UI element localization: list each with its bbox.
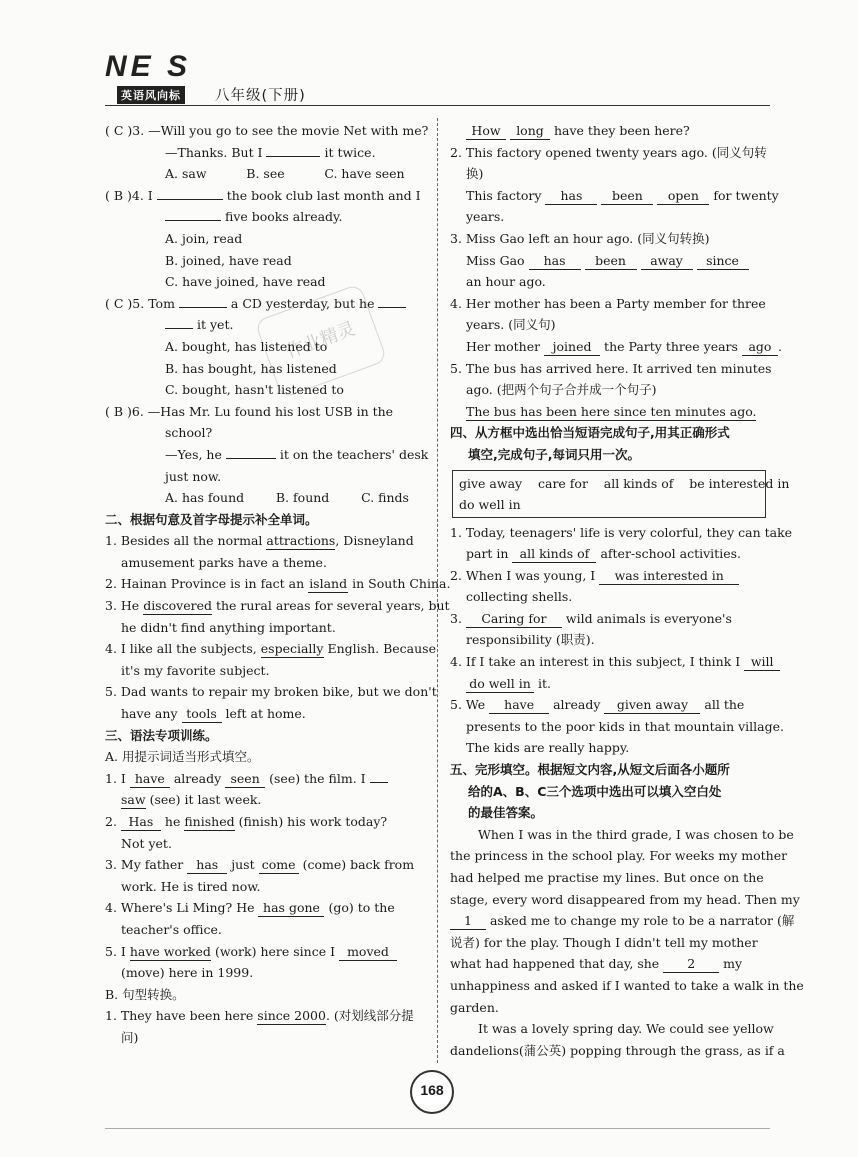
text-line: B. joined, have read [165, 252, 292, 268]
text-line: responsibility (职责). [466, 632, 595, 648]
header-rule [105, 105, 770, 106]
answer-blank [370, 782, 388, 783]
answer-blank: do well in [466, 676, 534, 693]
text-line: B. 句型转换。 [105, 986, 185, 1002]
left-column [105, 120, 451, 1049]
text-line: Miss Gao has been away since [450, 250, 770, 272]
text-line: 2. When I was young, I was interested in [450, 565, 770, 587]
q6-line: ( B )6. —Has Mr. Lu found his lost USB in the [105, 403, 394, 419]
text-line: work. He is tired now. [121, 878, 261, 894]
answer-blank: saw [121, 792, 146, 808]
text-line: It was a lovely spring day. We could see yellow [478, 1021, 774, 1037]
text-line: just now. [165, 468, 222, 484]
text-line: C. bought, hasn't listened to [165, 382, 344, 398]
text-line: 1 asked me to change my role to be a narrator (解 [450, 910, 770, 932]
footer-rule [105, 1128, 770, 1129]
text-line: unhappiness and asked if I wanted to take a walk in the [450, 977, 804, 993]
text-line: 1. Besides all the normal attractions, Disneyland [105, 533, 414, 549]
text-line: 5. Dad wants to repair my broken bike, but we don't [105, 684, 437, 700]
answer-blank [157, 199, 223, 200]
answer-blank: Caring for [466, 611, 562, 628]
answer-blank: ago [742, 339, 778, 356]
answer-blank: seen [225, 771, 265, 788]
answer-blank [266, 156, 320, 157]
text-line: 4. If I take an interest in this subject, I think I will [450, 651, 770, 673]
answer-blank: island [309, 576, 348, 592]
answer-blank: The bus has been here since ten minutes ago. [466, 403, 757, 419]
text-line: stage, every word disappeared from my head. Then my [450, 891, 800, 907]
text-line: he didn't find anything important. [121, 619, 336, 635]
text-line: 1. Today, teenagers' life is very colorful, they can take [450, 524, 793, 540]
text-line: ago. (把两个句子合并成一个句子) [466, 382, 657, 398]
page-header [105, 48, 770, 110]
text-line: A. join, read [165, 230, 243, 246]
answer-blank [226, 458, 276, 459]
text-line: teacher's office. [121, 921, 222, 937]
answer-blank [165, 328, 193, 329]
answer-blank: tools [182, 706, 222, 723]
answer-blank: 2 [663, 956, 719, 973]
section-5-title: 五、完形填空。根据短文内容,从短文后面各小题所 [450, 762, 730, 778]
text-line: 1. I have already seen (see) the film. I [105, 768, 425, 790]
text-line: 4. Where's Li Ming? He has gone (go) to the [105, 900, 395, 916]
answer-blank: attractions [266, 533, 336, 549]
text-line: When I was in the third grade, I was chosen to be [478, 826, 794, 842]
answer-blank: all kinds of [512, 546, 596, 563]
answer-blank: will [744, 654, 780, 671]
answer-blank: has [529, 253, 581, 270]
text-line: what had happened that day, she 2 my [450, 956, 743, 972]
answer-blank: have [489, 697, 549, 714]
answer-blank: away [641, 253, 693, 270]
answer-blank: long [510, 123, 550, 140]
text-line: five books already. [105, 206, 425, 228]
text-line: part in all kinds of after-school activities. [466, 546, 741, 562]
answer-blank: discovered [143, 598, 212, 614]
answer-blank: has [545, 188, 597, 205]
answer-blank [165, 220, 221, 221]
text-line: 3. Caring for wild animals is everyone's [450, 610, 732, 626]
text-line: 5. I have worked (work) here since I moved [105, 941, 425, 963]
answer-blank: has gone [258, 900, 324, 917]
answer-blank: joined [544, 339, 600, 356]
q5-line: ( C )5. Tom a CD yesterday, but he [105, 293, 425, 315]
text-line: garden. [450, 999, 499, 1015]
text-line: The kids are really happy. [466, 740, 630, 756]
text-line: A. has found B. found C. finds [165, 490, 409, 506]
answer-blank: especially [260, 641, 324, 657]
text-line: saw (see) it last week. [121, 792, 262, 808]
q4-line: ( B )4. I the book club last month and I [105, 187, 421, 203]
grade-label: 八年级(下册) [215, 88, 306, 104]
text-line: This factory has been open for twenty [466, 187, 779, 203]
answer-blank: have [130, 771, 170, 788]
text-line: 4. I like all the subjects, especially English. Because [105, 641, 436, 657]
text-line: 3. He discovered the rural areas for several years, but [105, 598, 450, 614]
word-box: give away care for all kinds of be interested in do well in [452, 470, 766, 518]
text-line: dandelions(蒲公英) popping through the grass, as if a [450, 1042, 785, 1058]
section-2-title: 二、根据句意及首字母提示补全单词。 [105, 511, 318, 527]
answer-blank: since [697, 253, 749, 270]
text-line: have any tools left at home. [121, 706, 306, 722]
text-line: 2. Hainan Province is in fact an island in South China. [105, 576, 451, 592]
text-line: How long have they been here? [450, 120, 770, 142]
text-line: 换) [466, 166, 484, 182]
answer-blank: have worked [129, 943, 211, 959]
text-line: years. [466, 209, 505, 225]
text-line: school? [165, 425, 213, 441]
text-line: do well in it. [450, 673, 770, 695]
text-line: 说者) for the play. Though I didn't tell my mother [450, 934, 758, 950]
text-line: 3. My father has just come (come) back from [105, 857, 415, 873]
text-line: amusement parks have a theme. [121, 554, 327, 570]
text-line: B. has bought, has listened [165, 360, 337, 376]
answer-blank: been [601, 188, 653, 205]
text-line: Her mother joined the Party three years ago . [466, 338, 782, 354]
answer-blank: open [657, 188, 709, 205]
logo-letters: NE S [105, 50, 192, 83]
answer-blank: given away [604, 697, 700, 714]
page-number-badge: 168 [410, 1070, 454, 1114]
answer-blank: since 2000 [257, 1008, 326, 1024]
text-line: C. have joined, have read [165, 274, 326, 290]
text-line: A. 用提示词适当形式填空。 [105, 749, 260, 765]
answer-blank [378, 307, 406, 308]
answer-blank: finished [184, 814, 235, 829]
answer-blank: moved [339, 944, 397, 961]
text-line [450, 401, 770, 423]
text-line: 4. Her mother has been a Party member for three [450, 295, 766, 311]
text-line: 2. This factory opened twenty years ago. (同义句转 [450, 144, 767, 160]
answer-blank: been [585, 253, 637, 270]
logo-text: 英语风向标 [117, 86, 185, 104]
text-line: 的最佳答案。 [468, 805, 544, 821]
text-line: years. (同义句) [466, 317, 556, 333]
text-line: 问) [121, 1029, 139, 1045]
text-line: —Yes, he it on the teachers' desk [165, 446, 429, 462]
section-4-title: 四、从方框中选出恰当短语完成句子,用其正确形式 [450, 425, 730, 441]
text-line: —Thanks. But I it twice. [165, 144, 376, 160]
text-line: A. saw B. see C. have seen [165, 166, 405, 182]
text-line: it's my favorite subject. [121, 662, 270, 678]
q3-line: ( C )3. —Will you go to see the movie Net with me? [105, 123, 429, 138]
right-column [450, 120, 804, 1061]
text-line: Not yet. [121, 835, 172, 851]
text-line: presents to the poor kids in that mountain village. [466, 718, 784, 734]
text-line: 2. Has he finished (finish) his work today? [105, 814, 388, 829]
text-line: it yet. [105, 314, 425, 336]
answer-blank: Has [121, 814, 161, 831]
text-line: collecting shells. [466, 589, 573, 605]
answer-blank: 1 [450, 913, 486, 930]
text-line: 1. They have been here since 2000. (对划线部分提 [105, 1008, 414, 1024]
watermark-stamp: 作业精灵 [254, 283, 387, 398]
text-line: 5. The bus has arrived here. It arrived ten minutes [450, 360, 772, 376]
answer-blank [179, 307, 227, 308]
answer-blank: has [187, 857, 227, 874]
text-line: the princess in the school play. For weeks my mother [450, 848, 788, 864]
text-line: A. bought, has listened to [165, 338, 328, 354]
text-line: 给的A、B、C三个选项中选出可以填入空白处 [468, 783, 722, 799]
text-line: (move) here in 1999. [121, 965, 254, 981]
text-line: 3. Miss Gao left an hour ago. (同义句转换) [450, 230, 710, 246]
answer-blank: How [466, 123, 506, 140]
text-line: an hour ago. [466, 274, 546, 290]
answer-blank: was interested in [599, 568, 739, 585]
answer-blank: come [259, 857, 299, 874]
text-line: 5. We have already given away all the [450, 697, 745, 713]
section-3-title: 三、语法专项训练。 [105, 727, 218, 743]
text-line: had helped me practise my lines. But once on the [450, 870, 764, 885]
text-line: 填空,完成句子,每词只用一次。 [468, 446, 640, 462]
